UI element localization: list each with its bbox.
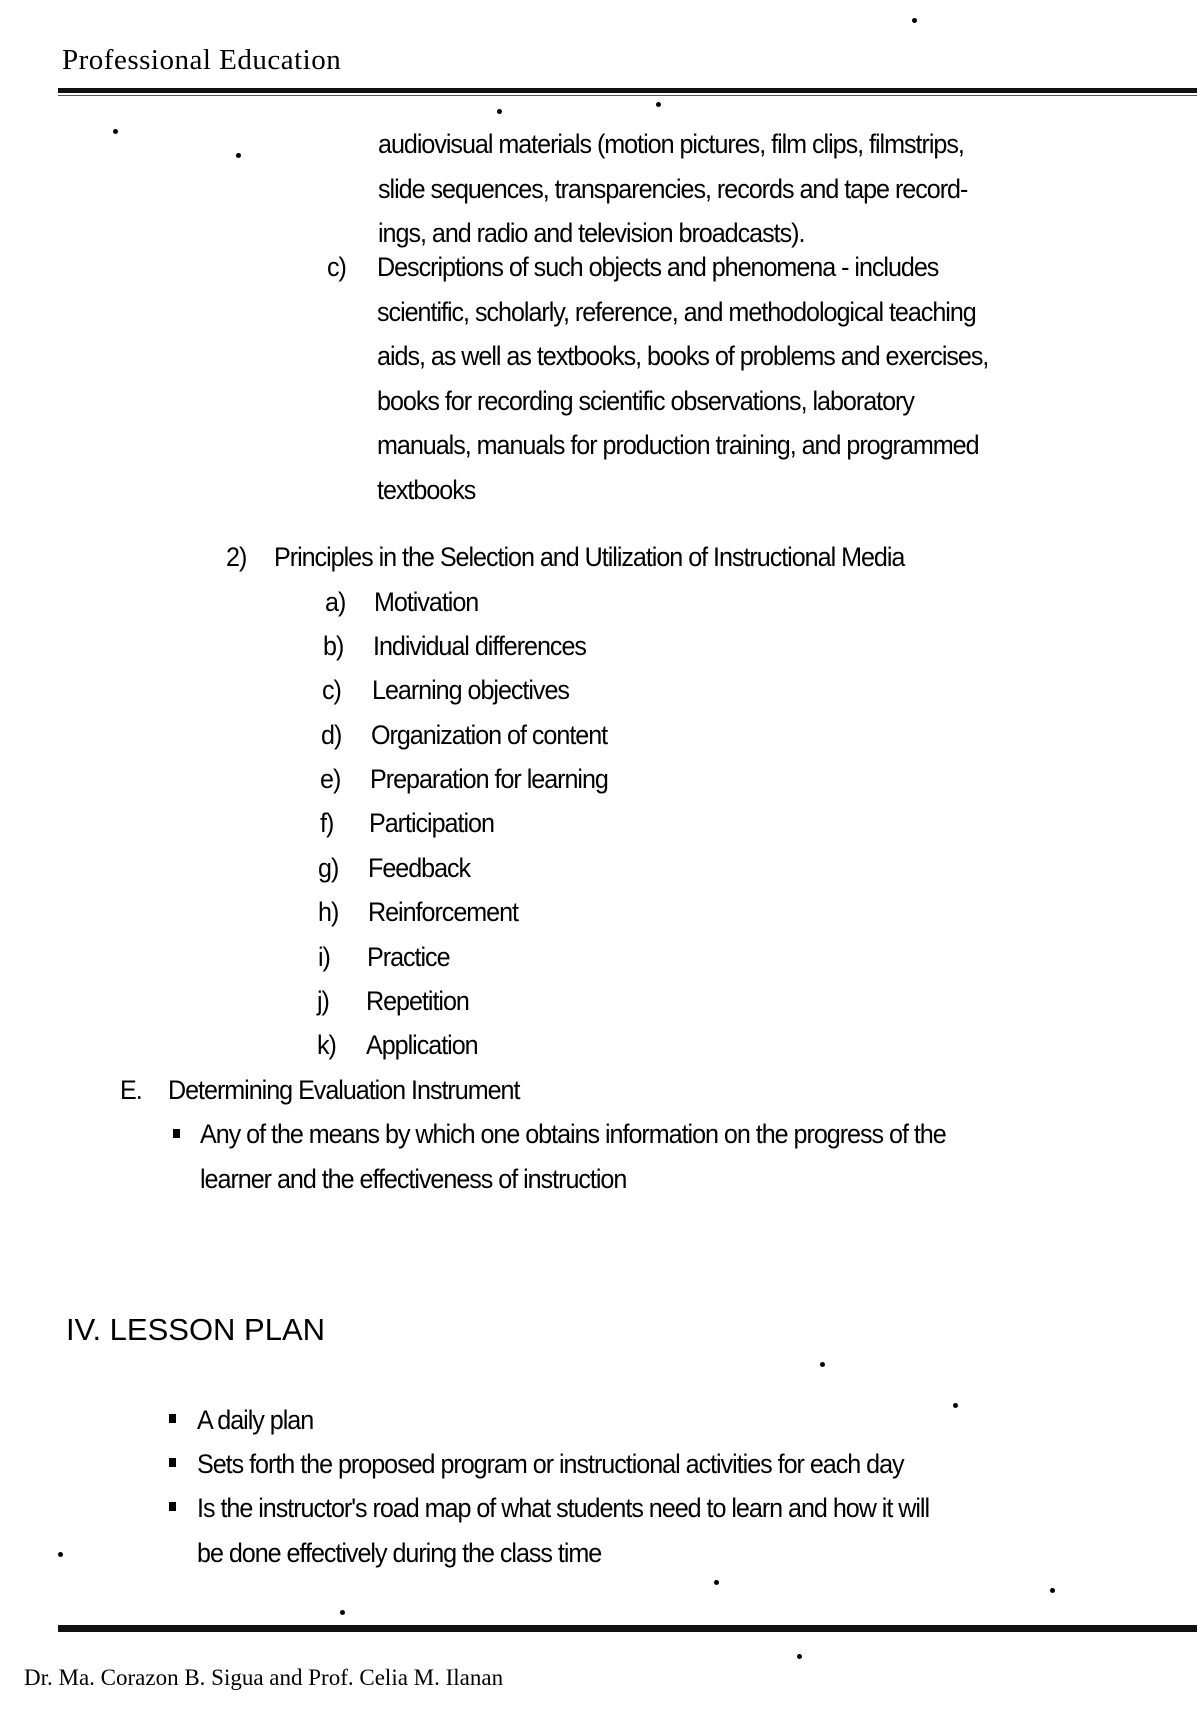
list-marker: a) <box>325 587 346 617</box>
lesson-plan-bullet <box>197 1486 929 1575</box>
bullet-icon <box>173 1129 180 1138</box>
paragraph-line: books for recording scientific observations, laboratory <box>377 385 914 416</box>
scan-speck <box>912 18 917 23</box>
lesson-plan-bullet: Sets forth the proposed program or instructional activities for each day <box>197 1449 904 1479</box>
paragraph-line: Is the instructor's road map of what students need to learn and how it will <box>197 1493 930 1523</box>
list-marker: j) <box>317 986 329 1016</box>
bullet-icon <box>169 1458 176 1467</box>
list-marker: h) <box>318 897 339 927</box>
lesson-plan-bullet: A daily plan <box>197 1405 314 1435</box>
scan-speck <box>1050 1588 1055 1593</box>
audiovisual-paragraph <box>378 122 967 256</box>
list-item: Practice <box>367 942 450 972</box>
header-rule <box>58 88 1197 93</box>
footer-rule <box>58 1625 1197 1632</box>
list-marker: i) <box>318 942 330 972</box>
list-marker: c) <box>327 252 346 282</box>
scan-speck <box>714 1580 719 1585</box>
list-marker: g) <box>318 853 339 883</box>
scan-speck <box>340 1610 345 1615</box>
list-marker: d) <box>321 720 342 750</box>
list-marker: c) <box>322 675 341 705</box>
scan-speck <box>797 1654 802 1659</box>
bullet-icon <box>169 1414 176 1423</box>
list-marker: 2) <box>226 542 247 572</box>
scan-speck <box>497 109 502 114</box>
paragraph-line: Descriptions of such objects and phenomena - includes <box>377 252 939 282</box>
paragraph-line: textbooks <box>377 474 476 505</box>
scan-speck <box>236 153 241 158</box>
scan-speck <box>113 129 118 134</box>
list-item: Participation <box>369 808 494 838</box>
list-marker: k) <box>317 1030 336 1060</box>
principles-heading: Principles in the Selection and Utilization of Instructional Media <box>274 542 905 572</box>
running-header: Professional Education <box>62 44 342 76</box>
list-marker: e) <box>320 764 341 794</box>
list-marker: b) <box>323 631 344 661</box>
footer-authors: Dr. Ma. Corazon B. Sigua and Prof. Celia M. Ilanan <box>24 1665 504 1690</box>
list-marker: E. <box>120 1075 142 1105</box>
evaluation-bullet <box>200 1112 946 1201</box>
scan-speck <box>58 1552 63 1557</box>
paragraph-line: manuals, manuals for production training, and programmed <box>377 430 979 460</box>
scan-speck <box>820 1362 825 1367</box>
bullet-icon <box>169 1502 176 1511</box>
paragraph-line: scientific, scholarly, reference, and methodological teaching <box>377 296 976 327</box>
list-item: Individual differences <box>373 631 586 661</box>
list-item: Preparation for learning <box>370 764 608 794</box>
list-item: Application <box>366 1030 478 1060</box>
paragraph-line: audiovisual materials (motion pictures, film clips, filmstrips, <box>378 129 964 159</box>
evaluation-heading: Determining Evaluation Instrument <box>168 1075 520 1105</box>
paragraph-line: slide sequences, transparencies, records and tape record- <box>378 173 968 204</box>
scan-speck <box>953 1403 958 1408</box>
paragraph-line: ings, and radio and television broadcasts). <box>378 218 805 248</box>
list-marker: f) <box>320 808 334 838</box>
paragraph-line: be done effectively during the class time <box>197 1537 602 1568</box>
list-item: Repetition <box>366 986 469 1016</box>
scan-speck <box>656 102 661 107</box>
list-item: Feedback <box>368 853 471 883</box>
section-heading: IV. LESSON PLAN <box>66 1312 326 1347</box>
paragraph-line: learner and the effectiveness of instruction <box>200 1163 627 1194</box>
header-rule-thin <box>58 95 1197 96</box>
list-item: Reinforcement <box>368 897 518 927</box>
paragraph-line: Any of the means by which one obtains information on the progress of the <box>200 1119 946 1149</box>
list-item: Organization of content <box>371 720 608 750</box>
item-c-paragraph <box>377 245 988 512</box>
list-item: Learning objectives <box>372 675 569 705</box>
paragraph-line: aids, as well as textbooks, books of problems and exercises, <box>377 341 989 371</box>
list-item: Motivation <box>374 587 479 617</box>
